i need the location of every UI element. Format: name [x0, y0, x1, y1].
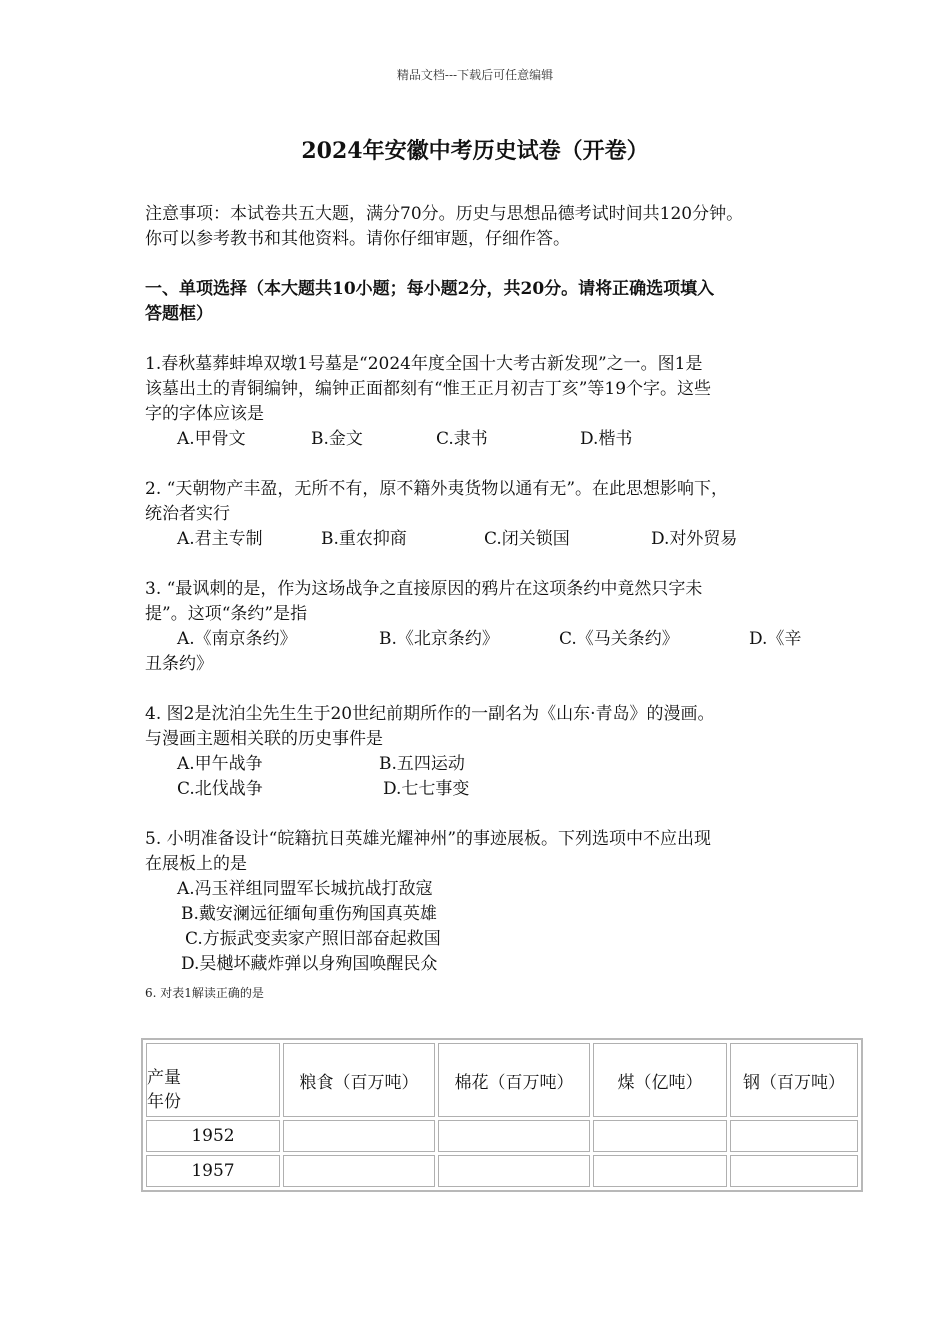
question-3-option-d-continued: 丑条约》	[145, 654, 213, 674]
question-1-option-a: A.甲骨文	[177, 429, 246, 449]
question-3-option-b: B.《北京条约》	[379, 629, 499, 649]
question-5-option-b: B.戴安澜远征缅甸重伤殉国真英雄	[181, 904, 437, 924]
table-column-header: 粮食（百万吨）	[283, 1043, 435, 1117]
question-1-line-2: 该墓出土的青铜编钟，编钟正面都刻有“惟王正月初吉丁亥”等19个字。这些	[145, 379, 712, 399]
question-5-option-c-row	[145, 927, 825, 952]
question-2-option-c: C.闭关锁国	[484, 529, 570, 549]
question-3-line-1: 3. “最讽刺的是，作为这场战争之直接原因的鸦片在这项条约中竟然只字未	[145, 579, 703, 599]
question-5-option-d: D.吴樾坏藏炸弹以身殉国唤醒民众	[181, 954, 438, 974]
table-corner-top-label: 产量	[147, 1068, 181, 1088]
table-corner-bottom-label: 年份	[147, 1092, 181, 1112]
question-3	[145, 577, 825, 677]
production-table-wrapper	[141, 1038, 863, 1192]
question-2-option-d: D.对外贸易	[651, 529, 738, 549]
question-2-option-a: A.君主专制	[177, 529, 263, 549]
question-3-option-c: C.《马关条约》	[559, 629, 679, 649]
table-column-header: 煤（亿吨）	[593, 1043, 727, 1117]
question-5-option-b-row	[145, 902, 825, 927]
table-cell	[730, 1155, 858, 1187]
table-year-cell: 1957	[146, 1155, 280, 1187]
header-note: 精品文档---下载后可任意编辑	[396, 68, 554, 82]
question-4-option-d: D.七七事变	[383, 779, 470, 799]
question-5-option-d-row	[145, 952, 825, 977]
question-3-option-a: A.《南京条约》	[177, 629, 297, 649]
question-2	[145, 477, 825, 552]
table-row	[146, 1155, 858, 1187]
question-4-line-1: 4. 图2是沈泊尘先生生于20世纪前期所作的一副名为《山东·青岛》的漫画。	[145, 704, 715, 724]
table-cell	[593, 1155, 727, 1187]
table-header-row	[146, 1043, 858, 1117]
page-title: 2024年安徽中考历史试卷（开卷）	[301, 138, 649, 164]
question-5-option-a-row	[145, 877, 825, 902]
table-corner-cell	[146, 1043, 280, 1117]
exam-content	[145, 202, 825, 1003]
production-table	[141, 1038, 863, 1192]
table-row	[146, 1120, 858, 1152]
question-5-line-1: 5. 小明准备设计“皖籍抗日英雄光耀神州”的事迹展板。下列选项中不应出现	[145, 829, 712, 849]
table-cell	[283, 1155, 435, 1187]
question-5	[145, 827, 825, 977]
notice-line-1: 注意事项：本试卷共五大题，满分70分。历史与思想品德考试时间共120分钟。	[145, 204, 744, 224]
question-1-option-b: B.金文	[311, 429, 363, 449]
question-1-line-3: 字的字体应该是	[145, 404, 264, 424]
question-1-line-1: 1.春秋墓葬蚌埠双墩1号墓是“2024年度全国十大考古新发现”之一。图1是	[145, 354, 703, 374]
question-3-options	[145, 627, 825, 652]
question-4-options-row-2	[145, 777, 825, 802]
notice-line-2: 你可以参考教书和其他资料。请你仔细审题，仔细作答。	[145, 229, 570, 249]
question-1-option-c: C.隶书	[436, 429, 488, 449]
question-4-option-b: B.五四运动	[379, 754, 465, 774]
table-cell	[593, 1120, 727, 1152]
table-cell	[438, 1120, 590, 1152]
question-2-option-b: B.重农抑商	[321, 529, 407, 549]
table-cell	[438, 1155, 590, 1187]
question-4-option-a: A.甲午战争	[177, 754, 263, 774]
question-6-text: 6. 对表1解读正确的是	[145, 986, 264, 1000]
question-5-option-a: A.冯玉祥组同盟军长城抗战打敌寇	[177, 879, 433, 899]
question-4-line-2: 与漫画主题相关联的历史事件是	[145, 729, 383, 749]
question-1-options	[145, 427, 825, 452]
question-4-options-row-1	[145, 752, 825, 777]
question-4	[145, 702, 825, 802]
section-heading-line-2: 答题框）	[145, 304, 213, 324]
table-column-header: 钢（百万吨）	[730, 1043, 858, 1117]
question-1	[145, 352, 825, 452]
table-cell	[730, 1120, 858, 1152]
question-3-line-2: 提”。这项“条约”是指	[145, 604, 308, 624]
table-column-header: 棉花（百万吨）	[438, 1043, 590, 1117]
question-2-options	[145, 527, 825, 552]
question-2-line-1: 2. “天朝物产丰盈，无所不有，原不籍外夷货物以通有无”。在此思想影响下，	[145, 479, 729, 499]
question-3-option-d: D.《辛	[749, 629, 802, 649]
question-2-line-2: 统治者实行	[145, 504, 230, 524]
question-1-option-d: D.楷书	[580, 429, 633, 449]
section-heading-line-1: 一、单项选择（本大题共10小题；每小题2分，共20分。请将正确选项填入	[145, 279, 715, 299]
question-4-option-c: C.北伐战争	[177, 779, 263, 799]
question-5-option-c: C.方振武变卖家产照旧部奋起救国	[185, 929, 441, 949]
question-5-line-2: 在展板上的是	[145, 854, 247, 874]
table-cell	[283, 1120, 435, 1152]
table-year-cell: 1952	[146, 1120, 280, 1152]
